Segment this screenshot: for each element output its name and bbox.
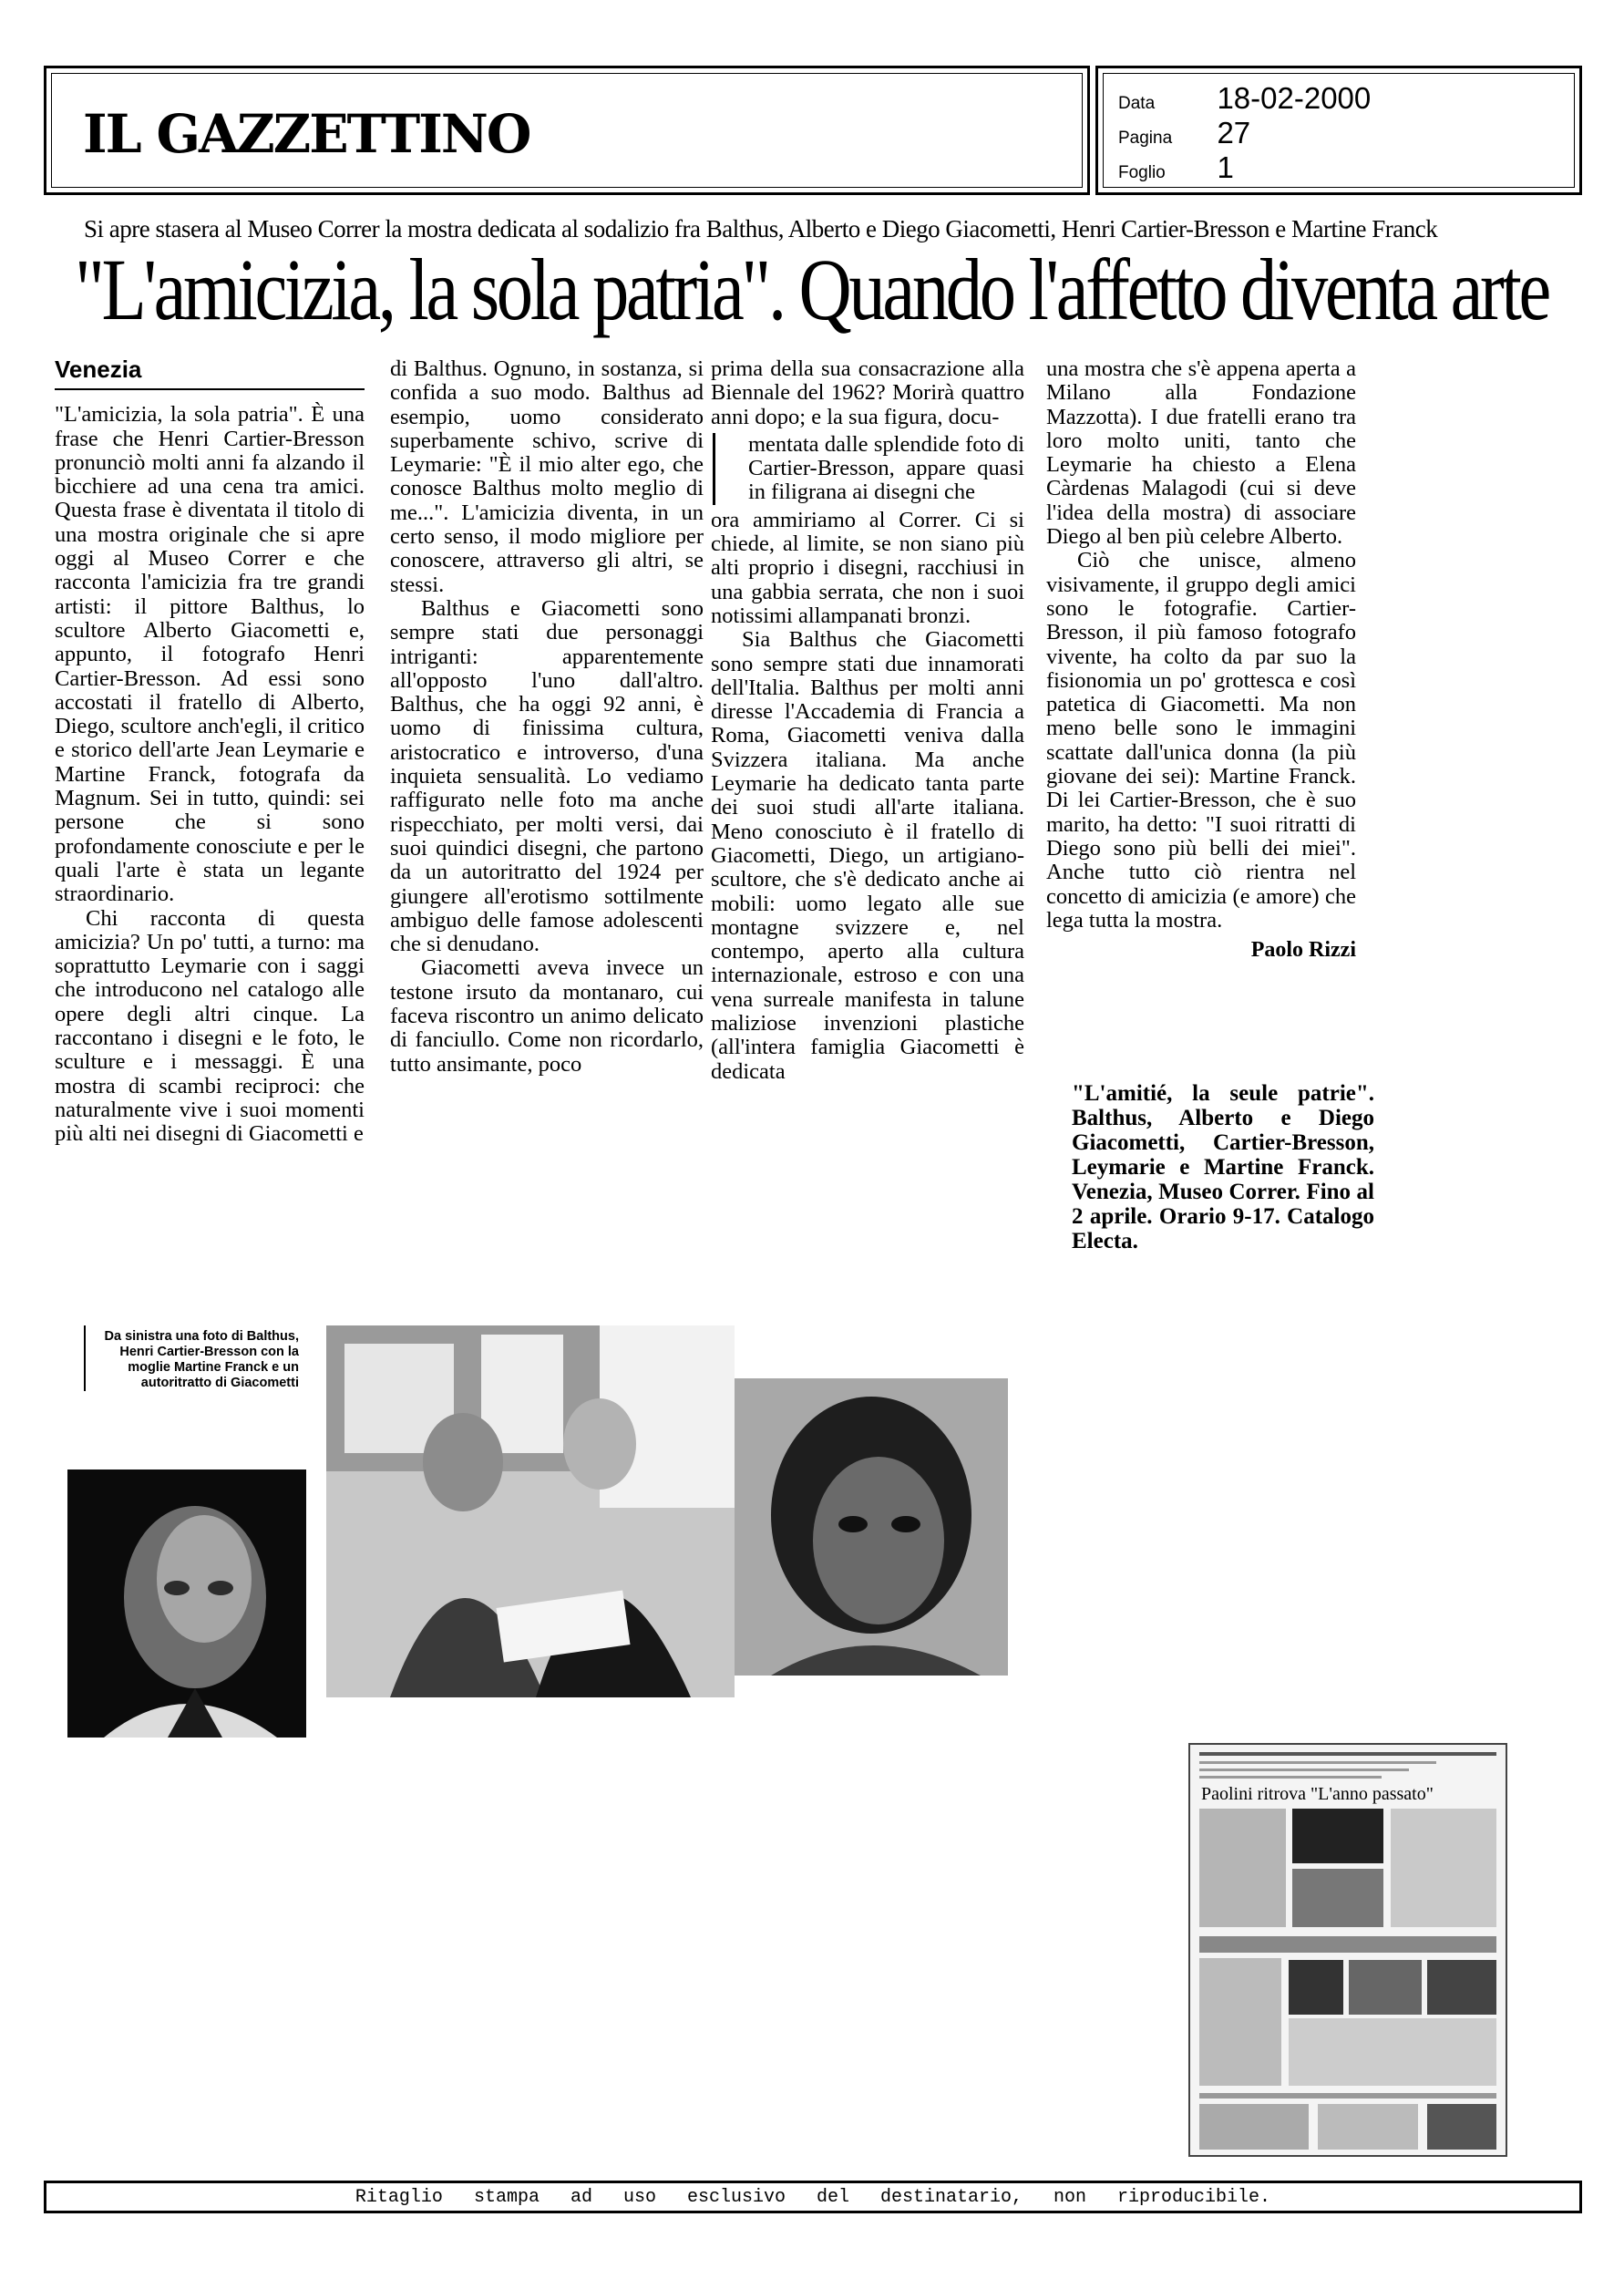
date-value: 18-02-2000 — [1217, 81, 1372, 115]
paragraph: di Balthus. Ognuno, in sostanza, si confida a suo modo. Balthus ad esempio, uomo considerato superbamente schivo, scrive di Leymarie: "È il mio alter ego, che conosce Balthus molto meglio di me...". L'amicizia diventa, in un certo senso, il modo migliore per conoscere, attraverso gli altri, se stessi. — [390, 356, 704, 597]
exhibition-info: "L'amitié, la seule patrie". Balthus, Alberto e Diego Giacometti, Cartier-Bresson, Leymarie e Martine Franck. Venezia, Museo Correr. Fino al 2 aprile. Orario 9-17. Catalogo Electa. — [1072, 1081, 1374, 1253]
paragraph: Sia Balthus che Giacometti sono sempre stati due innamorati dell'Italia. Balthus per molti anni diresse l'Accademia di Francia a Roma, Giacometti veniva dalla Svizzera italiana. Ma anche Leymarie ha dedicato tanta parte dei suoi studi all'arte italiana. Meno conosciuto è il fratello di Giacometti, Diego, un artigiano-scultore, che s'è dedicato anche ai mobili: uomo legato alle sue montagne svizzere e, nel contempo, aperto alla cultura internazionale, estroso e con una vena surreale manifesta in talune maliziose invenzioni plastiche (all'intera famiglia Giacometti è dedicata — [711, 627, 1024, 1084]
footer-notice: Ritaglio stampa ad uso esclusivo del destinatario, non riproducibile. — [355, 2187, 1271, 2208]
paragraph: prima della sua consacrazione alla Biennale del 1962? Morirà quattro anni dopo; e la sua figura, docu- — [711, 356, 1024, 429]
page-value: 27 — [1217, 116, 1251, 150]
dateline-city: Venezia — [55, 357, 365, 390]
giacometti-self-portrait-photo — [735, 1378, 1008, 1676]
article-column-3 — [711, 357, 1024, 1084]
masthead — [44, 66, 1090, 195]
thumbnail-headline: Paolini ritrova "L'anno passato" — [1201, 1784, 1434, 1804]
inset-text: mentata dalle splendide foto di Cartier-Bresson, appare quasi in filigrana ai disegni che — [713, 433, 1024, 505]
paragraph: ora ammiriamo al Correr. Ci si chiede, al limite, se non siano più alti proprio i disegni, racchiusi in una gabbia serrata, che non i suoi notissimi allampanati bronzi. — [711, 507, 1024, 628]
article-column-2 — [390, 357, 704, 1077]
paragraph: Balthus e Giacometti sono sempre stati due personaggi intriganti: apparentemente all'opposto l'uno dall'altro. Balthus, che ha oggi 92 anni, è uomo di finissima cultura, aristocratico e introverso, d'una inquieta sensualità. Lo vediamo raffigurato nelle foto ma anche rispecchiato, per molti versi, dai suoi quindici disegni, che partono da un autoritratto del 1924 per giungere all'erotismo sottilmente ambiguo delle famose adolescenti che si denudano. — [390, 595, 704, 957]
date-label: Data — [1118, 94, 1156, 113]
sheet-label: Foglio — [1118, 163, 1166, 182]
article-kicker: Si apre stasera al Museo Correr la mostra dedicata al sodalizio fra Balthus, Alberto e Diego Giacometti, Henri Cartier-Bresson e Martine Franck — [84, 215, 1438, 242]
page-label: Pagina — [1118, 129, 1173, 148]
page-thumbnail — [1188, 1743, 1507, 2157]
photo-caption: Da sinistra una foto di Balthus, Henri Cartier-Bresson con la moglie Martine Franck e un autoritratto di Giacometti — [84, 1325, 299, 1391]
article-column-1 — [55, 357, 365, 1147]
author-byline: Paolo Rizzi — [1250, 938, 1356, 963]
cartier-bresson-franck-photo — [326, 1325, 735, 1697]
sheet-value: 1 — [1217, 150, 1234, 184]
clipping-footer — [44, 2181, 1582, 2213]
paragraph: Giacometti aveva invece un testone irsuto da montanaro, cui faceva riscontro un animo delicato di fanciullo. Come non ricordarlo, tutto ansimante, poco — [390, 955, 704, 1077]
paragraph: "L'amicizia, la sola patria". È una frase che Henri Cartier-Bresson pronunciò molti anni fa alzando il bicchiere ad una cena tra amici. Questa frase è diventata il titolo di una mostra originale che si apre oggi al Museo Correr e che racconta l'amicizia fra tre grandi artisti: il pittore Balthus, lo scultore Alberto Giacometti e, appunto, il fotografo Henri Cartier-Bresson. Ad essi sono accostati il fratello di Alberto, Diego, scultore anch'egli, il critico e storico dell'arte Jean Leymarie e Martine Franck, fotografa da Magnum. Sei in tutto, quindi: sei persone che si sono profondamente conosciute e per le quali l'arte è stata un legante straordinario. — [55, 402, 365, 907]
clipping-metadata — [1095, 66, 1582, 195]
paragraph: una mostra che s'è appena aperta a Milano alla Fondazione Mazzotta). I due fratelli erano tra loro molto uniti, tanto che Leymarie ha chiesto a Elena Càrdenas Malagodi (cui si deve l'idea della mostra) di associare Diego al ben più celebre Alberto. — [1046, 356, 1356, 550]
article-headline: "L'amicizia, la sola patria". Quando l'affetto diventa arte — [75, 241, 1548, 338]
newspaper-logo: IL GAZZETTINO — [83, 103, 530, 165]
balthus-portrait-photo — [67, 1469, 306, 1738]
paragraph: Chi racconta di questa amicizia? Un po' tutti, a turno: ma soprattutto Leymarie con i saggi che introducono nel catalogo alle opere degli altri cinque. La raccontano i disegni e le foto, le sculture e i messaggi. È una mostra di scambi reciproci: che naturalmente vive i suoi momenti più alti nei disegni di Giacometti e — [55, 905, 365, 1147]
article-column-4 — [1046, 357, 1356, 962]
paragraph: Ciò che unisce, almeno visivamente, il gruppo degli amici sono le fotografie. Cartier-Bresson, il più famoso fotografo vivente, ha colto da par suo la fisionomia un po' grottesca e così patetica di Giacometti. Ma non meno belle sono le immagini scattate dall'unica donna (la più giovane dei sei): Martine Franck. Di lei Cartier-Bresson, che è suo marito, ha detto: "I suoi ritratti di Diego sono più belli dei miei". Anche tutto ciò rientra nel concetto di amicizia (e amore) che lega tutta la mostra. — [1046, 548, 1356, 933]
